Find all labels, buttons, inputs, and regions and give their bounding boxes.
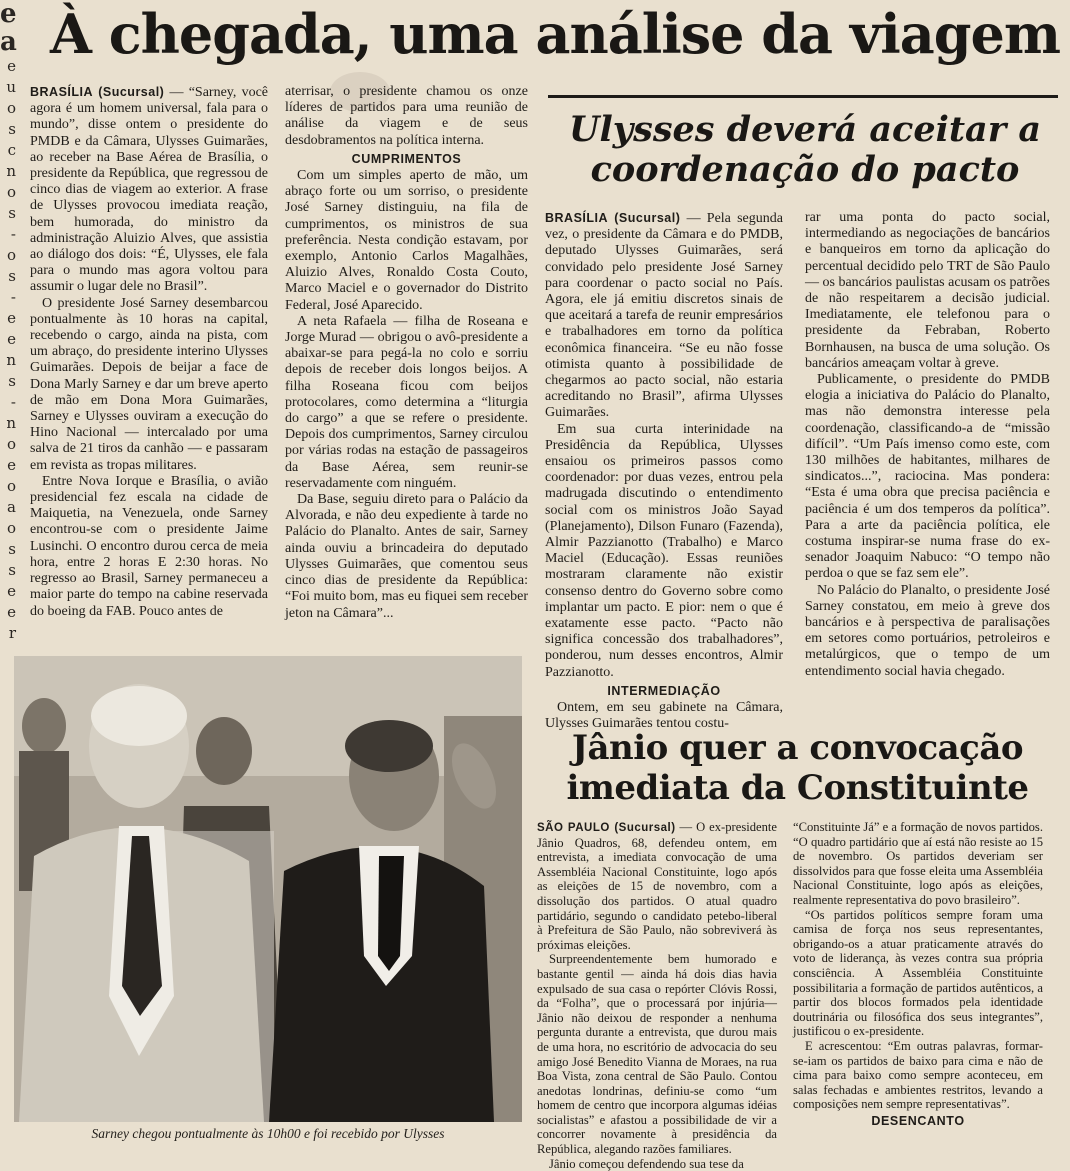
edge-letter: n bbox=[6, 162, 16, 180]
story2-paragraph: Ontem, em seu gabinete na Câmara, Ulysses Guimarães tentou costu- bbox=[545, 700, 783, 732]
story1-paragraph: BRASÍLIA (Sucursal) — “Sarney, você agora é um homem universal, fala para o mundo”, disse ontem o presidente do PMDB e da Câmara, Ulysses Guimarães, ao receber na Base Aérea de Brasília, o presidente da República, que regressou de cinco dias de viagem ao exterior. A frase de Ulysses provocou imediata reação, bem humorada, do ministro da administração Aluizio Alves, que assistia ao diálogo dos dois: “É, Ulysses, ele fala para o mundo mas agora voltou para assumir o lugar dele no Brasil”. bbox=[30, 85, 268, 295]
story3-paragraph: “Os partidos políticos sempre foram uma camisa de força nos seus representantes, obrigando-os a atuar praticamente através do voto de liderança, às vezes contra sua própria consciência. A Assembléia Constituinte possibilitaria a formação de partidos autênticos, a partir dos blocos formados pela identidade doutrinária ou filosófica dos seus integrantes”, justificou o ex-presidente. bbox=[793, 907, 1043, 1039]
adjacent-column-fragment bbox=[0, 0, 16, 640]
edge-letter: e bbox=[7, 603, 16, 621]
edge-letter: o bbox=[6, 477, 16, 495]
edge-letter: - bbox=[10, 225, 16, 243]
story2-headline: Ulysses deverá aceitar a coordenação do pacto bbox=[568, 109, 1042, 190]
story2-paragraph: Em sua curta interinidade na Presidência da República, Ulysses ensaiou os primeiros passos como coordenador: por duas vezes, entrou pela madrugada discutindo o entendimento social com os ministros João Sayad (Planejamento), Dilson Funaro (Fazenda), Almir Pazzianotto (Trabalho) e Marco Maciel (Educação). Essas reuniões mostraram claramente não existir consenso dentro do Governo sobre como implantar um pacto. E pior: nem o que é exatamente esse pacto. “Pacto não significa concessão dos trabalhadores”, ponderou, num desses encontros, Almir Pazzianotto. bbox=[545, 421, 783, 680]
story3-paragraph: Jânio começou defendendo sua tese da bbox=[549, 1156, 744, 1171]
edge-letter: s bbox=[8, 120, 16, 138]
edge-letter: s bbox=[8, 372, 16, 390]
story3-column-2 bbox=[793, 820, 1043, 1150]
edge-letter: e bbox=[7, 582, 16, 600]
edge-big-letter: e bbox=[0, 0, 17, 29]
story3-headline: Jânio quer a convocação imediata da Constituinte bbox=[566, 728, 1029, 808]
edge-letter: e bbox=[7, 309, 16, 327]
edge-letter: s bbox=[8, 540, 16, 558]
edge-letter: - bbox=[10, 288, 16, 306]
story1-column-1 bbox=[30, 84, 268, 644]
subhead-cumprimentos: CUMPRIMENTOS bbox=[351, 151, 462, 166]
edge-big-letter: a bbox=[0, 27, 17, 57]
story2-paragraph: Publicamente, o presidente do PMDB elogia a iniciativa do Palácio do Planalto, mas não demonstra interesse pela coordenação, classificando-a de “missão difícil”. “Um País imenso como este, com 130 milhões de habitantes, milhares de sindicatos...”, raciocina. Mas pondera: “Esta é uma obra que precisa paciência e paciência é um dos temperos da política”. Para a arte da paciência política, ele costuma inspirar-se numa frase do ex-senador Joaquim Nabuco: “O tempo não perdoa o que se faz sem ele”. bbox=[805, 372, 1050, 582]
dateline: BRASÍLIA (Sucursal) bbox=[30, 85, 165, 99]
edge-letter: o bbox=[6, 435, 16, 453]
photo-illustration bbox=[14, 656, 522, 1122]
dateline: SÃO PAULO (Sucursal) bbox=[537, 822, 676, 834]
story3-paragraph: SÃO PAULO (Sucursal) — O ex-presidente Jânio Quadros, 68, defendeu ontem, em entrevista, a imediata convocação de uma Assembléia Nacional Constituinte, logo após as eleições de 15 de novembro, com a dissolução dos partidos. O atual quadro partidário, segundo o candidato petebo-liberal à Prefeitura de São Paulo, não sobreviverá às próximas eleições. bbox=[537, 820, 777, 952]
edge-letters bbox=[0, 56, 16, 644]
edge-letter: s bbox=[8, 561, 16, 579]
story1-paragraph: O presidente José Sarney desembarcou pontualmente às 10 horas na capital, recebendo o cargo, ainda na pista, com um abraço, do presidente interino Ulysses Guimarães. Depois de beijar a face de Dona Marly Sarney e dar um breve aperto de mão em Dona Mora Guimarães, Sarney e Ulysses ouviram a execução do Hino Nacional — intercalado por uma salva de 21 tiros da canhão — e passaram em revista as tropas militares. bbox=[30, 295, 268, 473]
dateline: BRASÍLIA (Sucursal) bbox=[545, 211, 681, 225]
story2-column-1 bbox=[545, 210, 783, 732]
section-rule bbox=[548, 95, 1058, 98]
story1-paragraph: A neta Rafaela — filha de Roseana e Jorge Murad — obrigou o avô-presidente a abaixar-se para pegá-la no colo e sorriu depois de receber dois longos beijos. A filha Roseana ficou com beijos protocolares, como determina a “liturgia do cargo” a que se refere o presidente. Depois dos cumprimentos, Sarney circulou por várias rodas na estação de passageiros da Base Aérea, sem reunir-se reservadamente com ninguém. bbox=[285, 313, 528, 491]
photo-caption: Sarney chegou pontualmente às 10h00 e foi recebido por Ulysses bbox=[91, 1126, 445, 1141]
edge-letter: n bbox=[6, 414, 16, 432]
story1-paragraph: Entre Nova Iorque e Brasília, o avião presidencial fez escala na cidade de Maiquetia, na Venezuela, onde Sarney encontrou-se com o presidente Jaime Lusinchi. O encontro durou cerca de meia hora, entre 2 horas E 2:30 horas. No regresso ao Brasil, Sarney permaneceu a maior parte do tempo na cabine reservada do boeing da FAB. Pouco antes de bbox=[30, 473, 268, 619]
story1-paragraph: Com um simples aperto de mão, um abraço forte ou um sorriso, o presidente José Sarney distinguiu, na fila de cumprimentos, os ministros de sua preferência. Nesta condição estavam, por exemplo, Antonio Carlos Magalhães, Aluizio Alves, Ronaldo Costa Couto, Marco Maciel e o governador do Distrito Federal, José Aparecido. bbox=[285, 168, 528, 313]
edge-letter: s bbox=[8, 204, 16, 222]
story2-paragraph: No Palácio do Planalto, o presidente José Sarney constatou, em meio à greve dos bancários e à perspectiva de paralisações em setores como portuários, petroleiros e metalúrgicos, que o tempo de um entendimento social havia chegado. bbox=[805, 582, 1050, 679]
edge-letter: e bbox=[7, 330, 16, 348]
news-photo bbox=[14, 656, 522, 1122]
edge-letter: - bbox=[10, 393, 16, 411]
story3-paragraph: E acrescentou: “Em outras palavras, formar-se-iam os partidos de baixo para cima e não de cima para baixo como sempre aconteceu, em salas fechadas e ambientes restritos, levando a composições nem sempre representativas”. bbox=[793, 1038, 1043, 1112]
edge-letter: o bbox=[6, 246, 16, 264]
story1-column-2 bbox=[285, 84, 528, 644]
edge-letter: o bbox=[6, 183, 16, 201]
story2-paragraph: rar uma ponta do pacto social, intermediando as negociações de bancários e banqueiros em torno da aplicação do percentual decidido pelo TRT de São Paulo — os bancários paulistas acusam os patrões de não respeitarem a decisão judicial. Imediatamente, ele telefonou para o presidente da Febraban, Roberto Bornhausen, na busca de uma solução. Os bancários ameaçam voltar à greve. bbox=[805, 210, 1050, 371]
story1-paragraph: aterrisar, o presidente chamou os onze líderes de partidos para uma reunião de análise da viagem e de seus desdobramentos na política interna. bbox=[285, 84, 528, 148]
edge-letter: o bbox=[6, 519, 16, 537]
edge-letter: e bbox=[7, 456, 16, 474]
main-headline: À chegada, uma análise da viagem bbox=[50, 2, 1060, 66]
story3-column-1 bbox=[537, 820, 777, 1171]
edge-letter: o bbox=[6, 99, 16, 117]
subhead-desencanto: DESENCANTO bbox=[871, 1113, 965, 1128]
story1-paragraph: Da Base, seguiu direto para o Palácio da Alvorada, e não deu expediente à tarde no Palácio do Planalto. Antes de sair, Sarney ainda ouviu a brincadeira do deputado Ulysses Guimarães, que comentou seus cinco dias de presidente da República: “Foi muito bom, mas eu fiquei sem receber jeton na Câmara”... bbox=[285, 492, 528, 621]
edge-letter: s bbox=[8, 267, 16, 285]
story2-paragraph: BRASÍLIA (Sucursal) — Pela segunda vez, o presidente da Câmara e do PMDB, deputado Ulysses Guimarães, será convidado pelo presidente José Sarney para coordenar o pacto social no País. Agora, ele já emitiu discretos sinais de que aceitará a tarefa de reunir empresários e trabalhadores em torno da política econômica financeira. “Se eu não fosse otimista quanto à possibilidade de chegarmos ao pacto social, não estaria acreditando no Brasil”, afirma Ulysses Guimarães. bbox=[545, 211, 783, 421]
edge-letter: n bbox=[6, 351, 16, 369]
edge-letter: r bbox=[8, 624, 16, 642]
edge-letter: u bbox=[6, 78, 16, 96]
subhead-intermediacao: INTERMEDIAÇÃO bbox=[607, 683, 721, 698]
edge-letter: c bbox=[7, 141, 16, 159]
edge-letter: a bbox=[7, 498, 16, 516]
story2-column-2 bbox=[805, 210, 1050, 715]
edge-letter: e bbox=[7, 57, 16, 75]
story3-paragraph: “Constituinte Já” e a formação de novos partidos. “O quadro partidário que aí está não resiste ao 15 de novembro. Os partidos deveriam ser dissolvidos para que fosse eleita uma Assembléia Nacional Constituinte, logo após as eleições, realmente representativa do povo brasileiro”. bbox=[793, 820, 1043, 907]
story3-paragraph: Surpreendentemente bem humorado e bastante gentil — ainda há dois dias havia expulsado de sua casa o repórter Clóvis Rossi, da “Folha”, que o processará por injúria— Jânio não deixou de responder a nenhuma pergunta durante a entrevista, que durou mais de uma hora, no escritório de advocacia do seu amigo José Benedito Vianna de Moraes, na rua Boa Vista, zona central de São Paulo. Contou anedotas londrinas, definiu-se como “um homem de centro que incorpora algumas idéias socialistas” e afastou a possibilidade de vir a concorrer novamente à presidência da República, alegando razões familiares. bbox=[537, 952, 777, 1157]
